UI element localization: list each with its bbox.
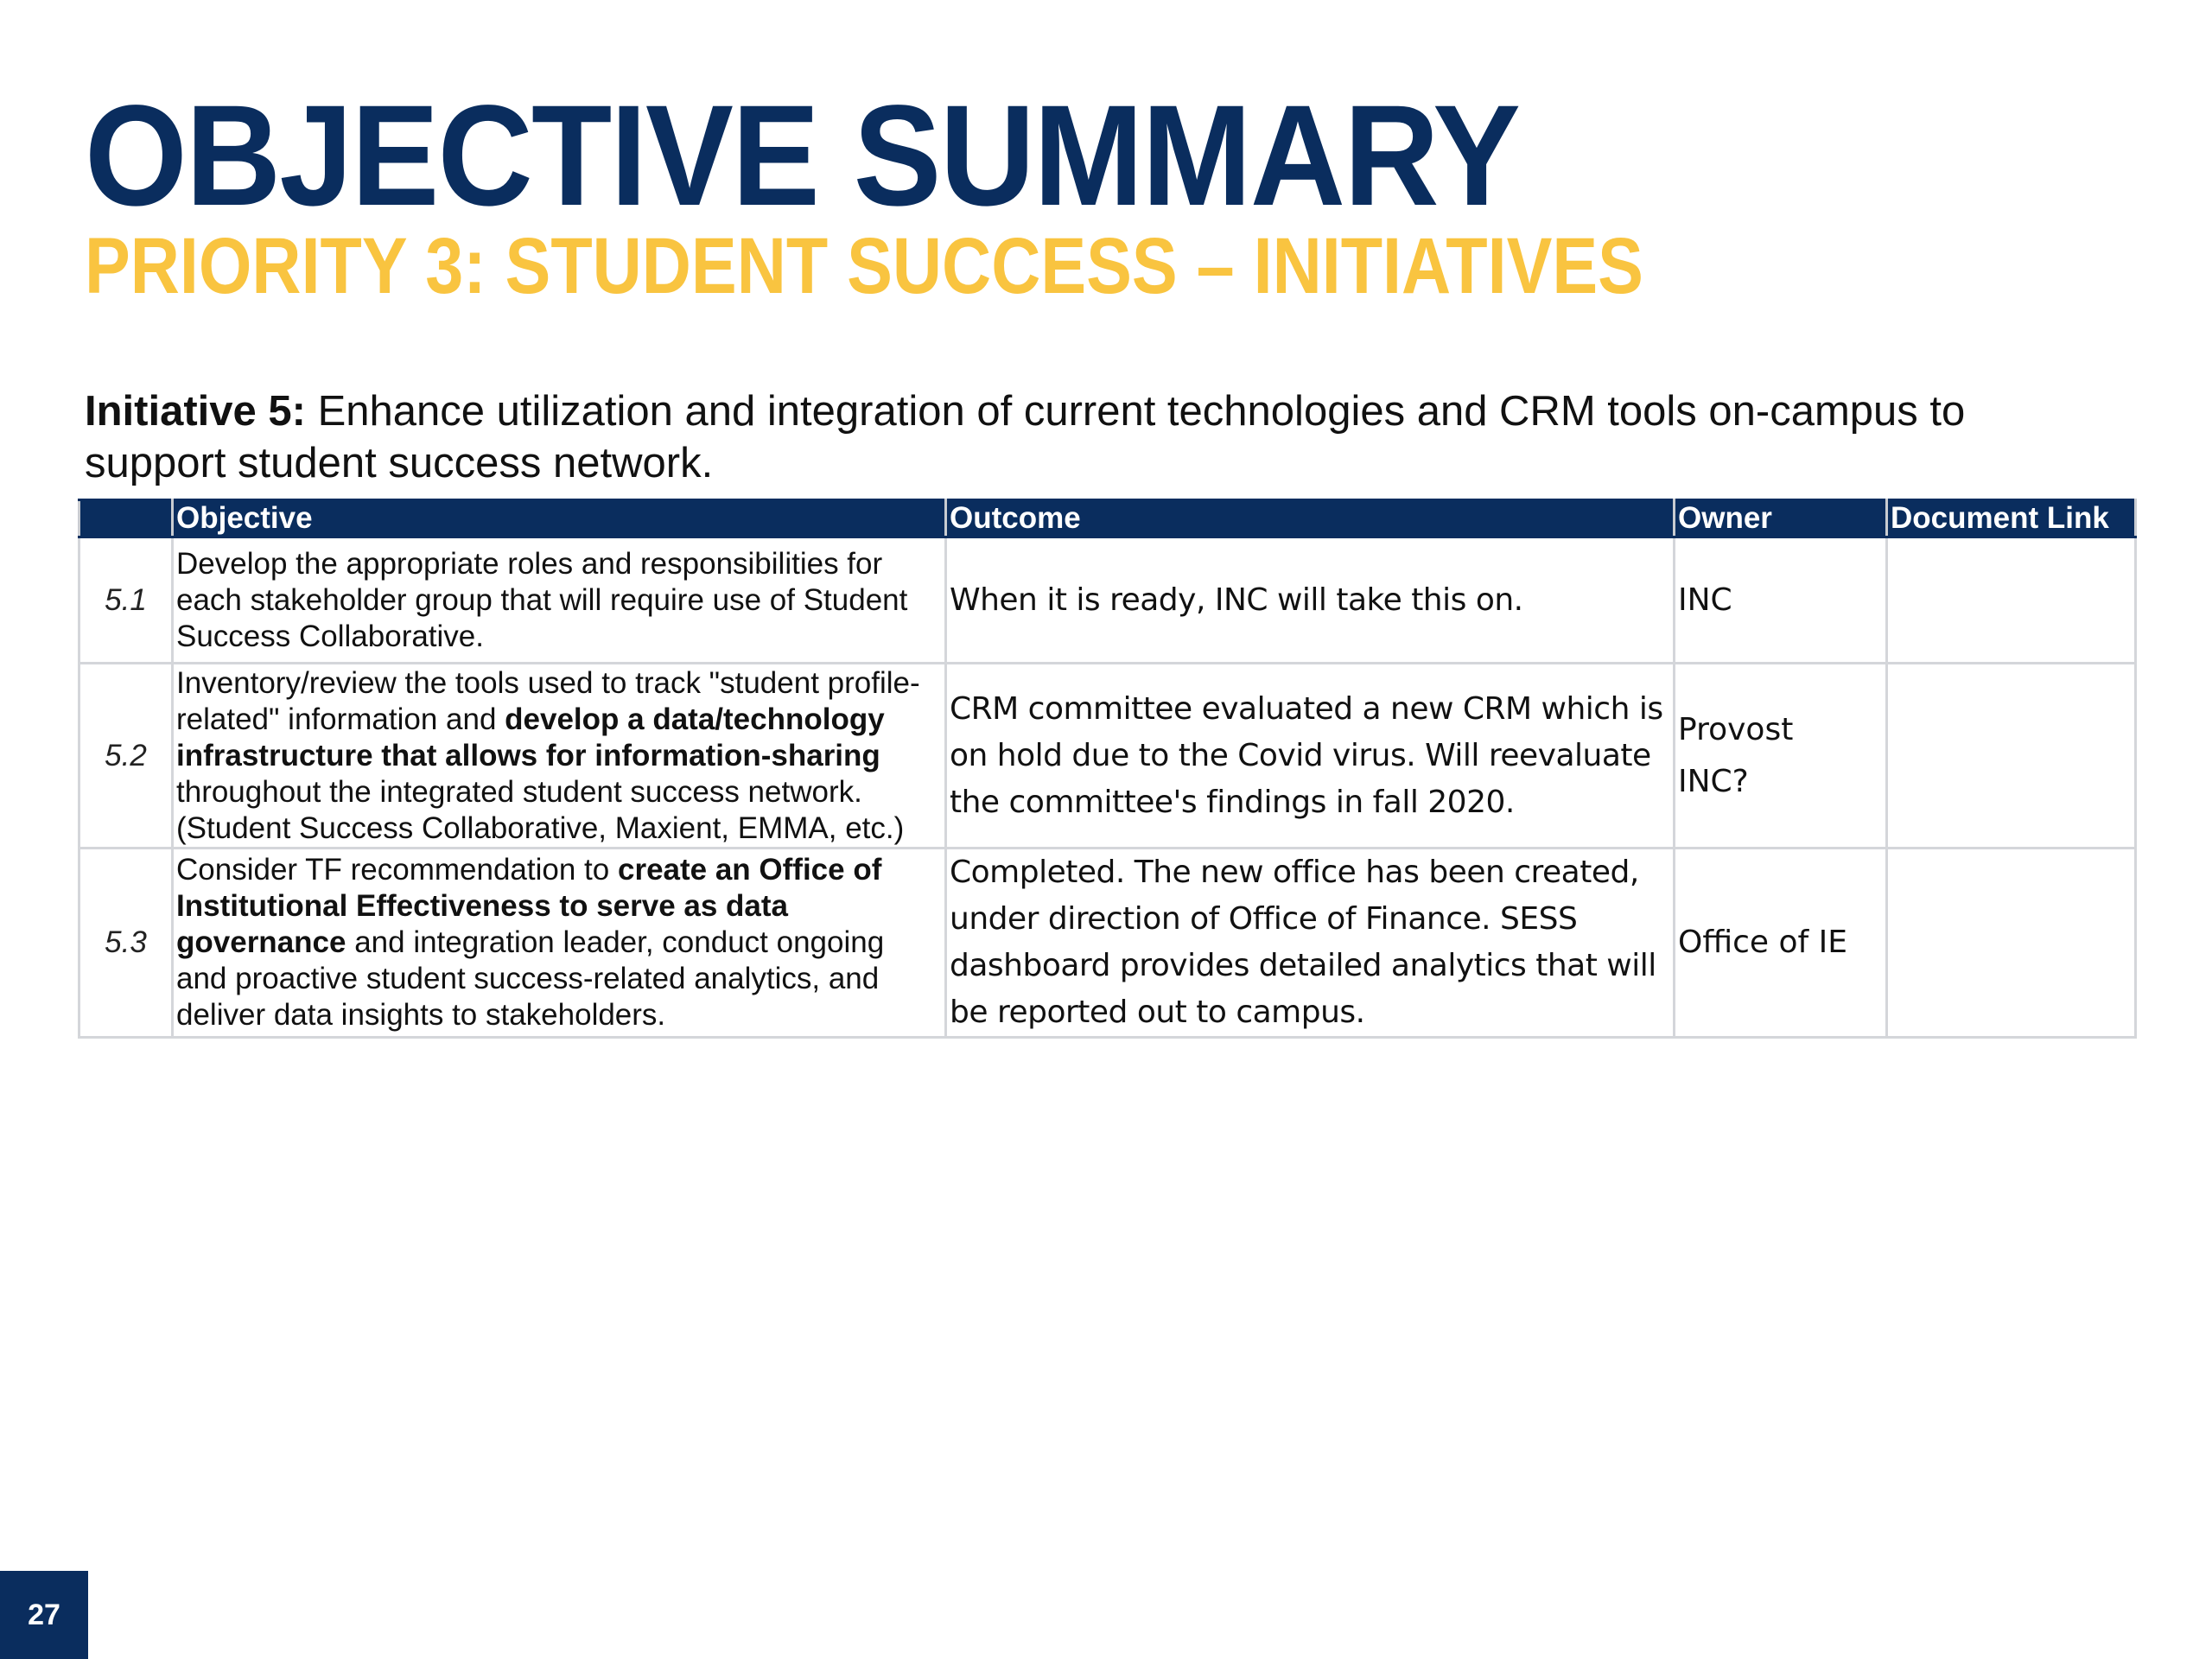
owner-cell (1675, 664, 1887, 849)
page-number: 27 (0, 1571, 88, 1659)
table-row (79, 537, 2136, 664)
outcome-cell: CRM committee evaluated a new CRM which is on hold due to the Covid virus. Will reevaluate the committee's findings in fall 2020. (946, 664, 1675, 849)
objective-text: Consider TF recommendation to (176, 853, 618, 887)
header-owner: Owner (1675, 500, 1887, 537)
row-number: 5.2 (79, 664, 173, 849)
objective-cell (173, 537, 946, 664)
owner-name: INC (1678, 582, 1732, 618)
owner-cell (1675, 849, 1887, 1038)
objective-cell (173, 849, 946, 1038)
initiative-statement (85, 385, 2089, 489)
slide-title: OBJECTIVE SUMMARY (85, 76, 1520, 236)
initiative-label: Initiative 5: (85, 388, 306, 435)
owner-name: INC? (1678, 763, 1749, 799)
document-link-cell (1887, 849, 2136, 1038)
owner-name: Provost (1678, 711, 1794, 747)
row-number: 5.1 (79, 537, 173, 664)
table-row (79, 849, 2136, 1038)
objective-text: Inventory/review the tools used to track "student profile-related" information and (176, 665, 920, 736)
table-body (79, 537, 2136, 1038)
header-number (79, 500, 173, 537)
outcome-cell: Completed. The new office has been created, under direction of Office of Finance. SESS dashboard provides detailed analytics that will be reported out to campus. (946, 849, 1675, 1038)
objective-text: and integration leader, conduct ongoing and proactive student success-related analytics, and deliver data insights to stakeholders. (176, 925, 885, 1032)
objective-text: Develop the appropriate roles and responsibilities for each stakeholder group that will require use of Student Success Collaborative. (176, 546, 908, 653)
outcome-cell: When it is ready, INC will take this on. (946, 537, 1675, 664)
document-link-cell (1887, 664, 2136, 849)
table-header-row (79, 500, 2136, 537)
header-objective: Objective (173, 500, 946, 537)
owner-name: Office of IE (1678, 925, 1848, 960)
slide-subtitle: PRIORITY 3: STUDENT SUCCESS – INITIATIVES (85, 222, 1643, 310)
row-number: 5.3 (79, 849, 173, 1038)
objective-text: throughout the integrated student success network. (Student Success Collaborative, Maxient, EMMA, etc.) (176, 774, 905, 845)
owner-cell (1675, 537, 1887, 664)
objective-emphasis: create an Office of Institutional Effectiveness to serve as data governance (176, 853, 882, 959)
objective-emphasis: develop a data/technology infrastructure that allows for information-sharing (176, 702, 885, 772)
document-link-cell (1887, 537, 2136, 664)
initiative-text: Enhance utilization and integration of current technologies and CRM tools on-campus to support student success network. (85, 388, 1966, 486)
header-outcome: Outcome (946, 500, 1675, 537)
header-document-link: Document Link (1887, 500, 2136, 537)
table-row (79, 664, 2136, 849)
objective-cell (173, 664, 946, 849)
objective-table (78, 499, 2137, 1039)
